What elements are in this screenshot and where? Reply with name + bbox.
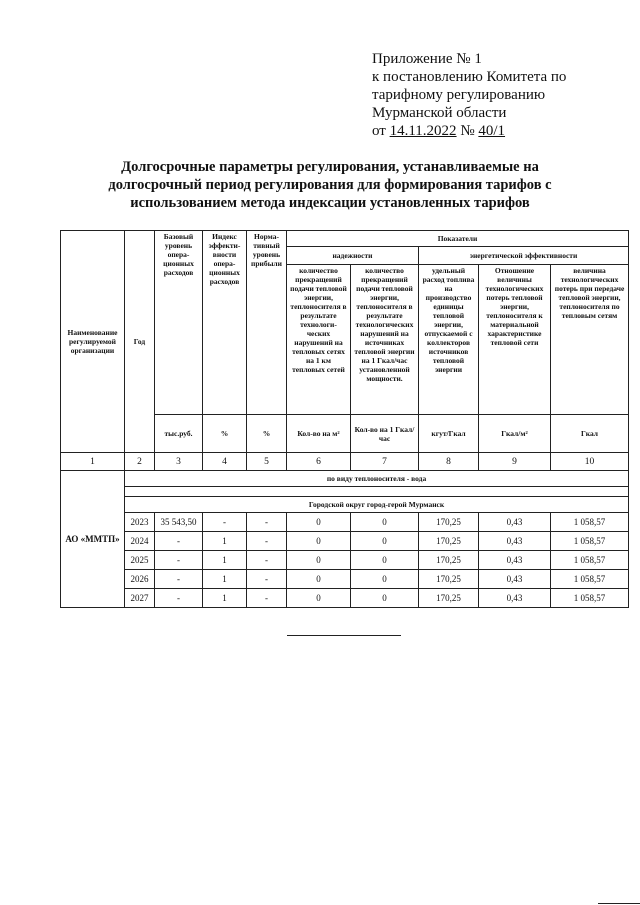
unit-cell: Кол-во на м² [287,415,351,453]
unit-cell: Гкал/м² [479,415,551,453]
appendix-header [372,50,622,140]
column-number: 8 [419,453,479,471]
cell-index: - [203,513,247,532]
cell-col-8: 170,25 [419,532,479,551]
cell-base-opex: - [155,551,203,570]
appendix-line2: к постановлению Комитета по [372,69,567,85]
cell-norm: - [247,513,287,532]
decree-number: 40/1 [478,123,506,139]
parameters-table [60,230,629,608]
column-numbers-row [61,453,629,471]
cell-norm: - [247,532,287,551]
cell-col-9: 0,43 [479,532,551,551]
document-title [70,158,590,212]
header-energy-efficiency: энергетической эффективности [419,247,629,265]
title-line-2: долгосрочный период регулирования для формирования тарифов с [108,177,552,193]
cell-col-10: 1 058,57 [551,513,629,532]
cell-base-opex: - [155,589,203,608]
page-edge-mark [598,903,640,904]
cell-norm: - [247,551,287,570]
appendix-date-line [372,122,622,140]
cell-base-opex: - [155,532,203,551]
header-base-opex: Базовый уровень опера-ционных расходов [155,231,203,415]
header-col-8: удельный расход топлива на производство единицы тепловой энергии, отпускаемой с коллекторов источников тепловой энергии [419,265,479,415]
appendix-line4: Мурманской области [372,105,507,121]
column-number: 6 [287,453,351,471]
cell-norm: - [247,570,287,589]
header-col-7: количество прекращений подачи тепловой энергии, теплоносителя в результате технологических нарушений на источниках тепловой энергии на 1 Гкал/час установленной мощности. [351,265,419,415]
header-col-9: Отношение величины технологических потерь тепловой энергии, теплоносителя к материальной характеристике тепловой сети [479,265,551,415]
cell-year: 2025 [125,551,155,570]
cell-year: 2024 [125,532,155,551]
cell-col-8: 170,25 [419,551,479,570]
cell-col-10: 1 058,57 [551,570,629,589]
cell-col-9: 0,43 [479,551,551,570]
cell-col-10: 1 058,57 [551,551,629,570]
cell-col-7: 0 [351,513,419,532]
cell-index: 1 [203,589,247,608]
cell-col-7: 0 [351,551,419,570]
column-number: 2 [125,453,155,471]
cell-norm: - [247,589,287,608]
column-number: 3 [155,453,203,471]
cell-index: 1 [203,570,247,589]
column-number: 10 [551,453,629,471]
column-number: 4 [203,453,247,471]
section-carrier: по виду теплоносителя - вода [125,471,629,487]
cell-col-6: 0 [287,532,351,551]
cell-index: 1 [203,551,247,570]
unit-cell: Гкал [551,415,629,453]
number-prefix: № [460,123,475,139]
header-year: Год [125,231,155,453]
unit-cell: кгут/Гкал [419,415,479,453]
cell-col-6: 0 [287,551,351,570]
unit-cell: % [203,415,247,453]
column-number: 5 [247,453,287,471]
appendix-title: Приложение № 1 [372,51,482,67]
cell-col-9: 0,43 [479,589,551,608]
cell-col-10: 1 058,57 [551,589,629,608]
cell-col-8: 170,25 [419,570,479,589]
unit-cell: % [247,415,287,453]
date-prefix: от [372,123,386,139]
cell-col-7: 0 [351,589,419,608]
header-indicators: Показатели [287,231,629,247]
cell-col-9: 0,43 [479,570,551,589]
cell-year: 2027 [125,589,155,608]
cell-col-7: 0 [351,532,419,551]
table-row [61,589,629,608]
cell-year: 2023 [125,513,155,532]
closing-divider [287,635,401,636]
cell-col-6: 0 [287,570,351,589]
cell-col-6: 0 [287,513,351,532]
header-normative-profit: Норма-тивный уровень прибыли [247,231,287,415]
cell-col-8: 170,25 [419,589,479,608]
section-district: Городской округ город-герой Мурманск [125,497,629,513]
column-number: 1 [61,453,125,471]
cell-base-opex: 35 543,50 [155,513,203,532]
org-name-cell: АО «ММТП» [61,471,125,608]
decree-date: 14.11.2022 [389,123,457,139]
cell-col-10: 1 058,57 [551,532,629,551]
unit-cell: тыс.руб. [155,415,203,453]
appendix-line3: тарифному регулированию [372,87,546,103]
column-number: 9 [479,453,551,471]
table-row [61,532,629,551]
cell-base-opex: - [155,570,203,589]
header-col-10: величина технологических потерь при передаче тепловой энергии, теплоносителя по тепловым сетям [551,265,629,415]
table-row [61,551,629,570]
cell-col-8: 170,25 [419,513,479,532]
table-row [61,513,629,532]
title-line-1: Долгосрочные параметры регулирования, устанавливаемые на [121,159,539,175]
cell-col-7: 0 [351,570,419,589]
cell-col-6: 0 [287,589,351,608]
header-org: Наименование регулируемой организации [61,231,125,453]
header-reliability: надежности [287,247,419,265]
title-line-3: использованием метода индексации установленных тарифов [130,195,530,211]
column-number: 7 [351,453,419,471]
cell-col-9: 0,43 [479,513,551,532]
section-spacer [125,487,629,497]
table-row [61,570,629,589]
cell-year: 2026 [125,570,155,589]
header-col-6: количество прекращений подачи тепловой энергии, теплоносителя в результате технологи-ческих нарушений на тепловых сетях на 1 км тепловых сетей [287,265,351,415]
cell-index: 1 [203,532,247,551]
header-efficiency-index: Индекс эффекти-вности опера-ционных расходов [203,231,247,415]
unit-cell: Кол-во на 1 Гкал/час [351,415,419,453]
